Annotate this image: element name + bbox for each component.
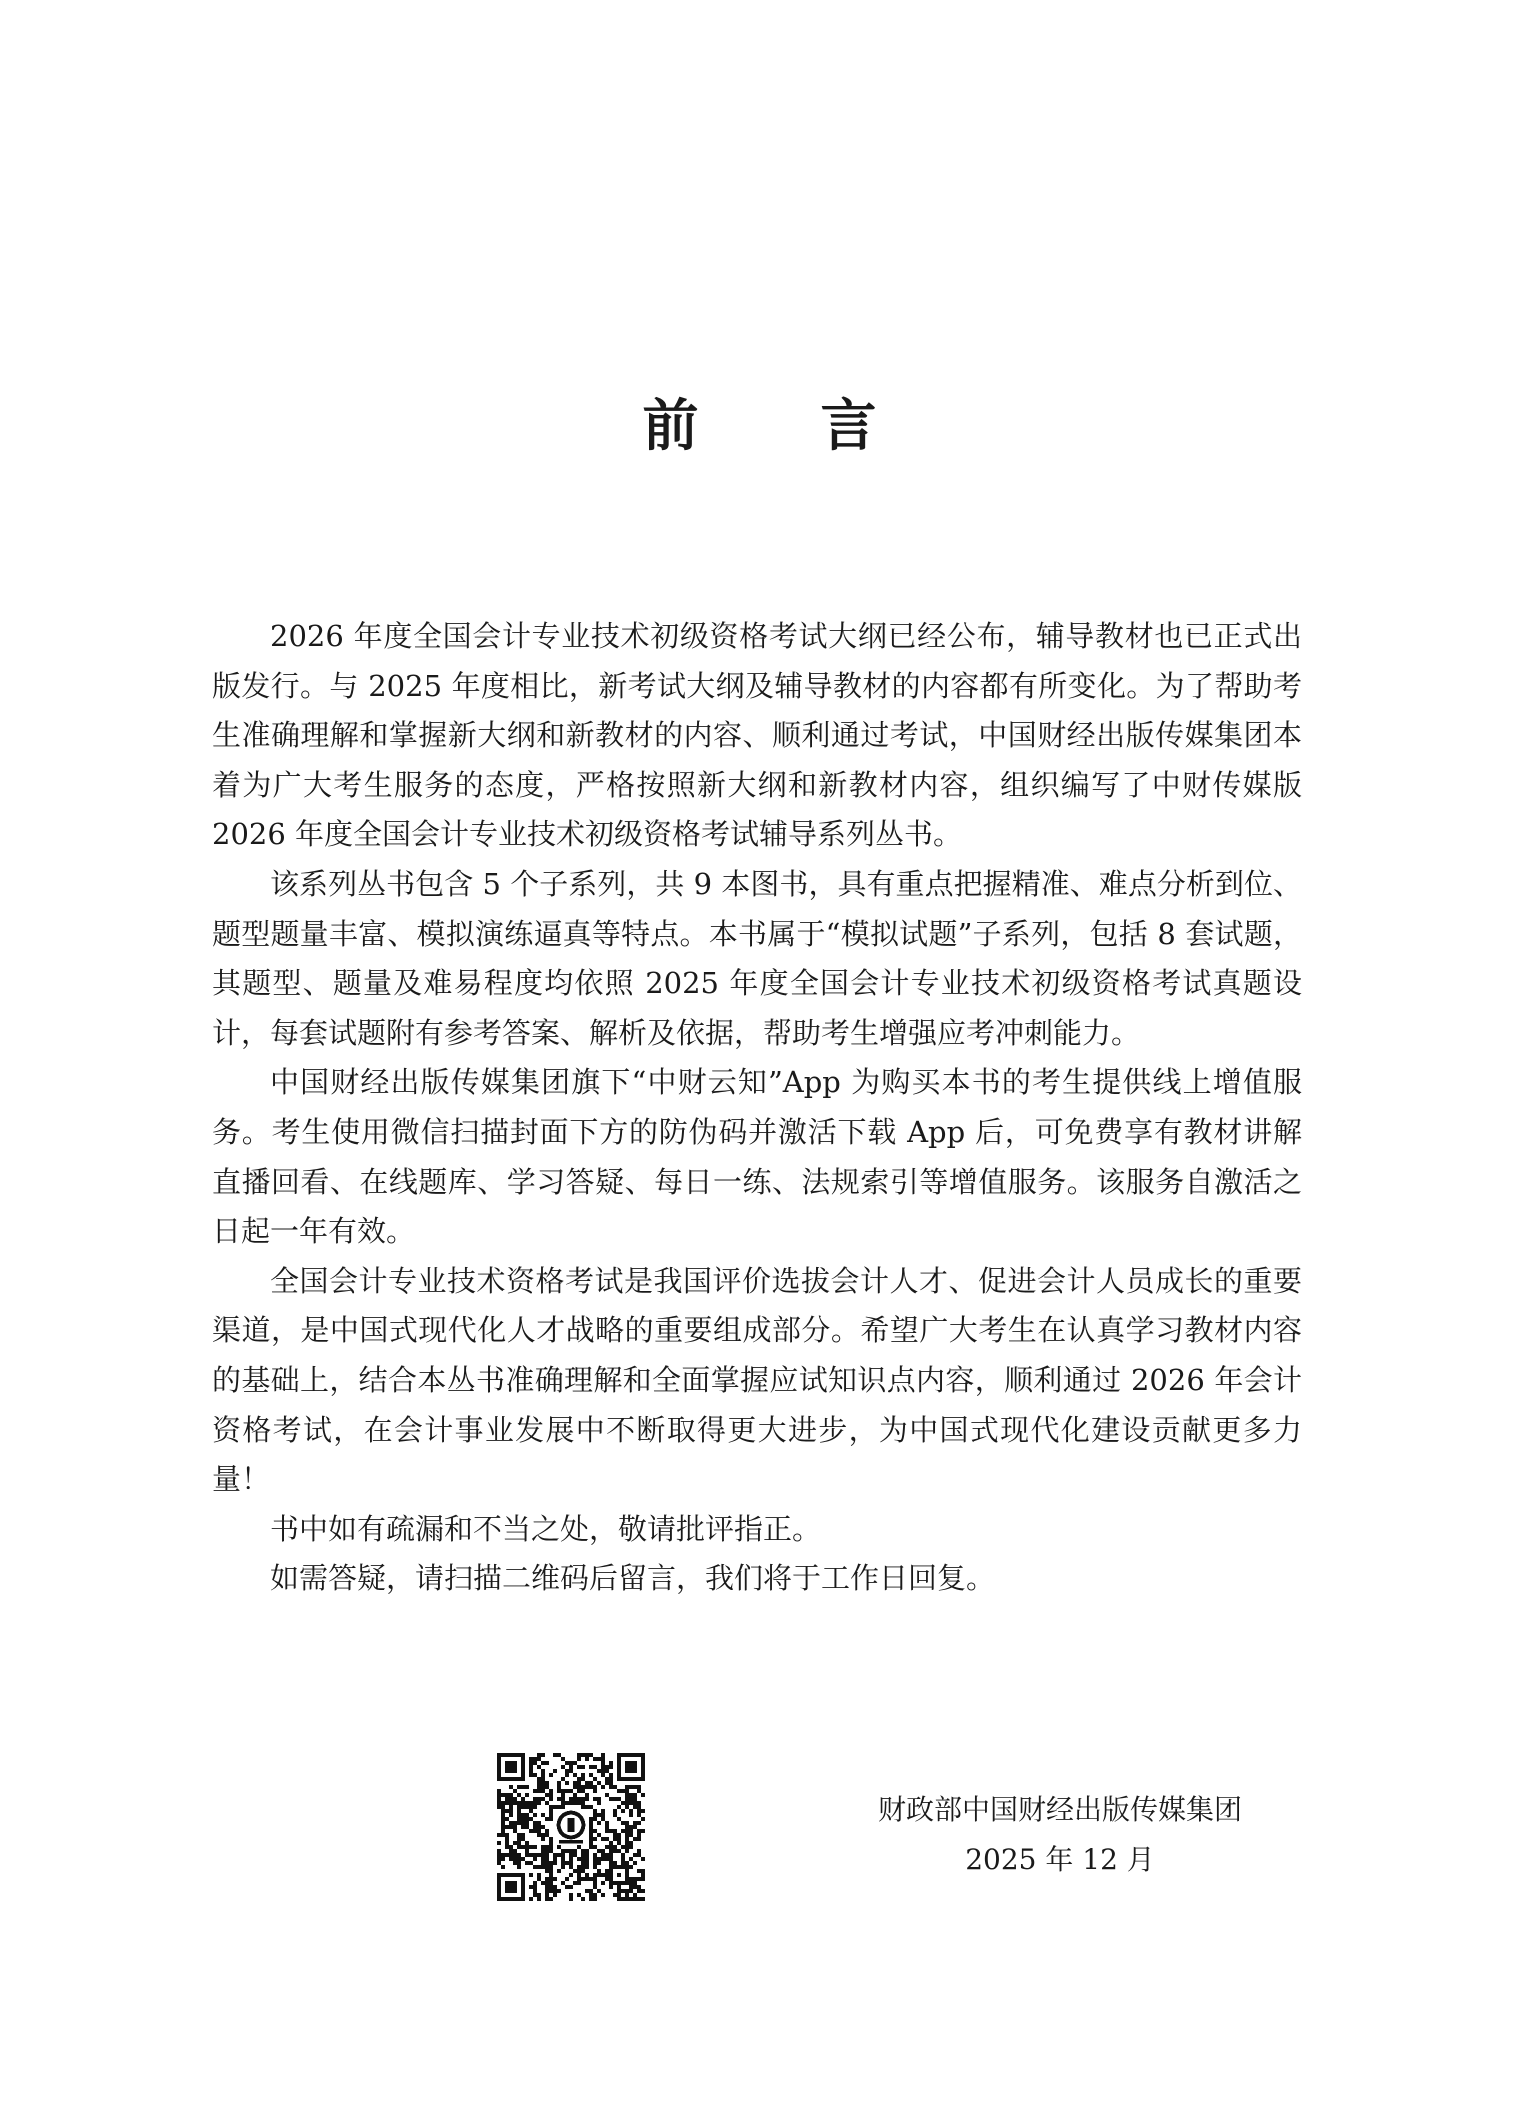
qr-code-icon	[497, 1753, 645, 1901]
paragraph-1: 2026 年度全国会计专业技术初级资格考试大纲已经公布，辅导教材也已正式出版发行。与 2025 年度相比，新考试大纲及辅导教材的内容都有所变化。为了帮助考生准确理解和掌握新大纲和新教材的内容、顺利通过考试，中国财经出版传媒集团本着为广大考生服务的态度，严格按照新大纲和新教材内容，组织编写了中财传媒版 2026 年度全国会计专业技术初级资格考试辅导系列丛书。	[212, 619, 1302, 852]
signature-block	[840, 1790, 1280, 1880]
title-char-2: 言	[820, 393, 877, 459]
paragraph-5: 书中如有疏漏和不当之处，敬请批评指正。	[270, 1511, 822, 1546]
paragraph-6: 如需答疑，请扫描二维码后留言，我们将于工作日回复。	[270, 1561, 996, 1596]
paragraph-3: 中国财经出版传媒集团旗下“中财云知”App 为购买本书的考生提供线上增值服务。考生使用微信扫描封面下方的防伪码并激活下载 App 后，可免费享有教材讲解直播回看、在线题库、学习答疑、每日一练、法规索引等增值服务。该服务自激活之日起一年有效。	[212, 1065, 1302, 1249]
paragraph-4: 全国会计专业技术资格考试是我国评价选拔会计人才、促进会计人员成长的重要渠道，是中国式现代化人才战略的重要组成部分。希望广大考生在认真学习教材内容的基础上，结合本丛书准确理解和全面掌握应试知识点内容，顺利通过 2026 年会计资格考试，在会计事业发展中不断取得更大进步，为中国式现代化建设贡献更多力量！	[212, 1263, 1302, 1497]
publish-date: 2025 年 12 月	[965, 1843, 1155, 1876]
title-char-1: 前	[642, 393, 699, 459]
paragraph-2: 该系列丛书包含 5 个子系列，共 9 本图书，具有重点把握精准、难点分析到位、题型题量丰富、模拟演练逼真等特点。本书属于“模拟试题”子系列，包括 8 套试题，其题型、题量及难易程度均依照 2025 年度全国会计专业技术初级资格考试真题设计，每套试题附有参考答案、解析及依据，帮助考生增强应考冲刺能力。	[212, 866, 1302, 1050]
page-title	[0, 393, 1519, 459]
preface-body	[212, 612, 1302, 1604]
publisher-name: 财政部中国财经出版传媒集团	[877, 1793, 1242, 1826]
